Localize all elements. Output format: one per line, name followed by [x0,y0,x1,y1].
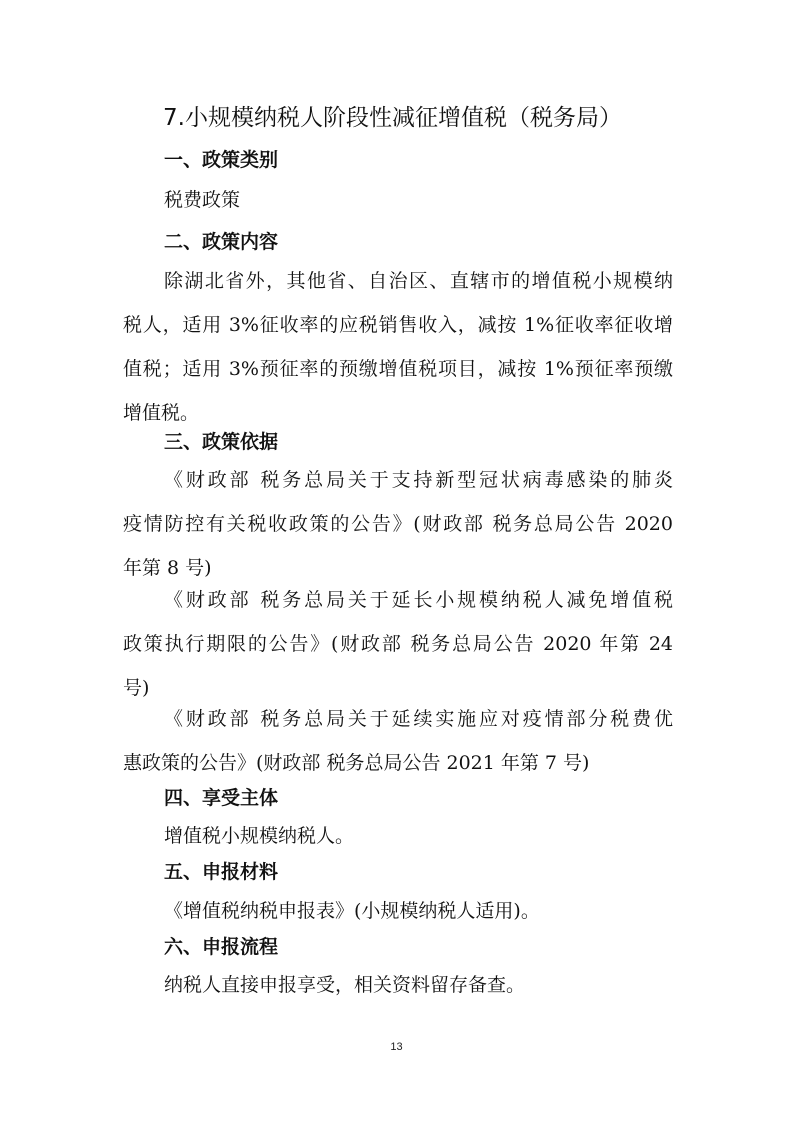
section-heading-filing-materials: 五、申报材料 [164,861,279,883]
paragraph-line: 值税；适用 3%预征率的预缴增值税项目，减按 1%预征率预缴 [123,358,673,380]
section-heading-beneficiary: 四、享受主体 [164,787,279,809]
policy-category-text: 税费政策 [164,189,241,211]
reference-line: 年第 8 号) [123,557,212,579]
policy-content-paragraph [123,266,673,442]
filing-process-text: 纳税人直接申报享受，相关资料留存备查。 [164,974,526,996]
page-number: 13 [390,1041,403,1053]
section-heading-policy-basis: 三、政策依据 [164,431,279,453]
reference-line: 《财政部 税务总局关于延长小规模纳税人减免增值税 [164,589,673,611]
filing-materials-text: 《增值税纳税申报表》(小规模纳税人适用)。 [164,900,540,922]
reference-line: 政策执行期限的公告》(财政部 税务总局公告 2020 年第 24 [123,633,673,655]
policy-reference-3 [123,704,673,792]
reference-line: 《财政部 税务总局关于延续实施应对疫情部分税费优 [164,708,673,730]
policy-reference-2 [123,585,673,717]
section-heading-policy-category: 一、政策类别 [164,149,279,171]
reference-line: 疫情防控有关税收政策的公告》(财政部 税务总局公告 2020 [123,513,673,535]
policy-reference-1 [123,465,673,597]
section-heading-filing-process: 六、申报流程 [164,936,279,958]
document-title: 7.小规模纳税人阶段性减征增值税（税务局） [163,105,622,131]
reference-line: 《财政部 税务总局关于支持新型冠状病毒感染的肺炎 [164,469,673,491]
section-heading-policy-content: 二、政策内容 [164,231,279,253]
paragraph-line: 除湖北省外，其他省、自治区、直辖市的增值税小规模纳 [164,270,673,292]
paragraph-line: 增值税。 [123,402,200,424]
beneficiary-text: 增值税小规模纳税人。 [164,825,355,847]
paragraph-line: 税人，适用 3%征收率的应税销售收入，减按 1%征收率征收增 [123,314,673,336]
reference-line: 号) [123,677,150,699]
reference-line: 惠政策的公告》(财政部 税务总局公告 2021 年第 7 号) [123,752,590,774]
